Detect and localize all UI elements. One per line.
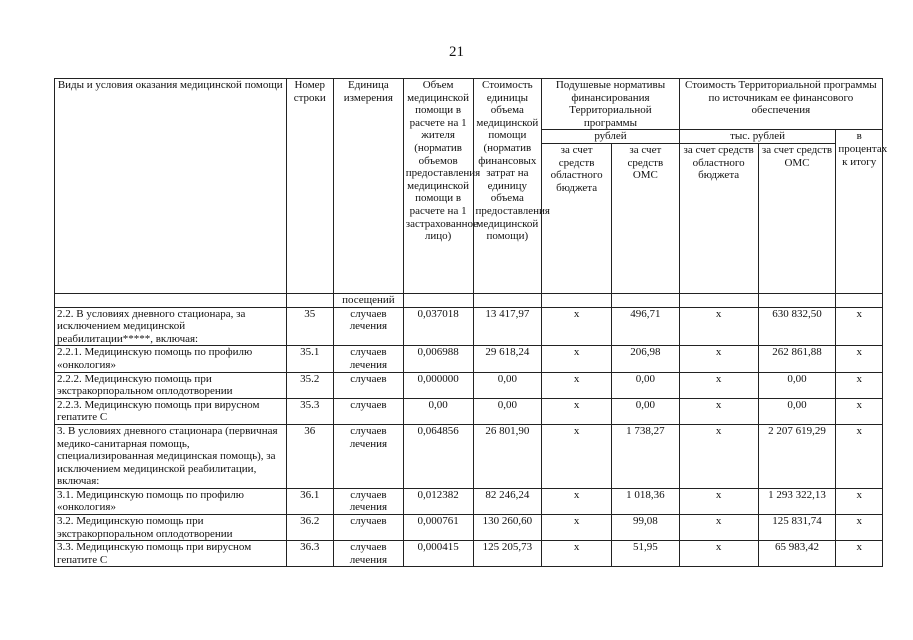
header-thousand-rubles: тыс. рублей: [679, 130, 836, 144]
header-pc-budget: за счет средств областного бюджета: [542, 143, 612, 293]
header-tp-budget: за счет средств областного бюджета: [679, 143, 758, 293]
row-percapita-budget-cell: х: [542, 424, 612, 488]
row-percapita-budget-cell: х: [542, 346, 612, 372]
table-row: [55, 346, 883, 372]
row-program-oms-cell: 2 207 619,29: [758, 424, 836, 488]
row-kind-cell: 3.1. Медицинскую помощь по профилю «онкология»: [55, 488, 287, 514]
row-program-budget-cell: х: [679, 541, 758, 567]
row-volume-cell: 0,012382: [403, 488, 473, 514]
row-cost-cell: 0,00: [473, 398, 542, 424]
row-percent-cell: х: [836, 488, 883, 514]
table-row: [55, 424, 883, 488]
row-cost-cell: 13 417,97: [473, 307, 542, 346]
row-unit-cell: случаев: [334, 372, 404, 398]
row-number-cell: 35.3: [286, 398, 334, 424]
row-number-cell: 36: [286, 424, 334, 488]
row-percapita-oms-cell: 496,71: [611, 307, 679, 346]
row-program-budget-cell: х: [679, 346, 758, 372]
row-percent-cell: х: [836, 372, 883, 398]
row-kind-cell: 3. В условиях дневного стационара (первичная медико-санитарная помощь, специализированная медицинская помощь), за исключением медицинской реабилитации, включая:: [55, 424, 287, 488]
row-unit-cell: случаев лечения: [334, 307, 404, 346]
row-program-oms-cell: 0,00: [758, 372, 836, 398]
row-program-oms-cell: 0,00: [758, 398, 836, 424]
row-program-budget-cell: х: [679, 515, 758, 541]
row-percapita-budget-cell: х: [542, 398, 612, 424]
row-percent-cell: х: [836, 307, 883, 346]
table-row: [55, 488, 883, 514]
row-volume-cell: 0,037018: [403, 307, 473, 346]
row-percent-cell: х: [836, 398, 883, 424]
header-kind: Виды и условия оказания медицинской помощи: [55, 79, 287, 294]
table-row: [55, 372, 883, 398]
row-program-budget-cell: х: [679, 307, 758, 346]
row-number-cell: 36.3: [286, 541, 334, 567]
header-tp-oms: за счет средств ОМС: [758, 143, 836, 293]
row-program-oms-cell: 125 831,74: [758, 515, 836, 541]
row-percapita-oms-cell: 51,95: [611, 541, 679, 567]
row-kind-cell: 2.2.1. Медицинскую помощь по профилю «онкология»: [55, 346, 287, 372]
header-rubles: рублей: [542, 130, 679, 144]
row-program-oms-cell: 65 983,42: [758, 541, 836, 567]
row-cost-cell: 29 618,24: [473, 346, 542, 372]
row-number-cell: 35.1: [286, 346, 334, 372]
row-cost-cell: 26 801,90: [473, 424, 542, 488]
row-cost-cell: 125 205,73: [473, 541, 542, 567]
row-program-oms-cell: 630 832,50: [758, 307, 836, 346]
row-percapita-budget-cell: х: [542, 541, 612, 567]
table-row: [55, 541, 883, 567]
row-percapita-oms-cell: 1 738,27: [611, 424, 679, 488]
row-percapita-budget-cell: х: [542, 488, 612, 514]
row-percent-cell: х: [836, 346, 883, 372]
header-volume: Объем медицинской помощи в расчете на 1 жителя (норматив объемов предоставления медицинской помощи в расчете на 1 застрахованное лицо): [403, 79, 473, 294]
row-program-budget-cell: х: [679, 424, 758, 488]
row-number-cell: 35.2: [286, 372, 334, 398]
row-unit-cell: случаев лечения: [334, 488, 404, 514]
header-program-cost-group: Стоимость Территориальной программы по источникам ее финансового обеспечения: [679, 79, 882, 130]
row-kind-cell: 3.2. Медицинскую помощь при экстракорпоральном оплодотворении: [55, 515, 287, 541]
page-number: 21: [449, 44, 464, 60]
table-row: [55, 398, 883, 424]
row-volume-cell: 0,000761: [403, 515, 473, 541]
row-percapita-oms-cell: 1 018,36: [611, 488, 679, 514]
row-percapita-oms-cell: 0,00: [611, 398, 679, 424]
header-percent: в процентах к итогу: [836, 130, 883, 294]
row-unit-cell: случаев лечения: [334, 424, 404, 488]
row-unit-cell: случаев: [334, 398, 404, 424]
row-number-cell: 36.1: [286, 488, 334, 514]
row-unit-cell: случаев лечения: [334, 541, 404, 567]
row-program-budget-cell: х: [679, 488, 758, 514]
row-percapita-oms-cell: 206,98: [611, 346, 679, 372]
header-row-no: Номер строки: [286, 79, 334, 294]
row-volume-cell: 0,064856: [403, 424, 473, 488]
row-percent-cell: х: [836, 424, 883, 488]
row-kind-cell: 2.2.3. Медицинскую помощь при вирусном гепатите С: [55, 398, 287, 424]
row-unit-cell: случаев: [334, 515, 404, 541]
row-program-oms-cell: 262 861,88: [758, 346, 836, 372]
row-percapita-oms-cell: 99,08: [611, 515, 679, 541]
row-cost-cell: 130 260,60: [473, 515, 542, 541]
row-kind-cell: 2.2.2. Медицинскую помощь при экстракорпоральном оплодотворении: [55, 372, 287, 398]
table-row: [55, 293, 883, 307]
row-volume-cell: 0,000415: [403, 541, 473, 567]
row-program-oms-cell: 1 293 322,13: [758, 488, 836, 514]
financing-table: [54, 78, 888, 567]
row-kind-cell: 3.3. Медицинскую помощь при вирусном гепатите С: [55, 541, 287, 567]
header-pc-oms: за счет средств ОМС: [611, 143, 679, 293]
header-unit: Единица измерения: [334, 79, 404, 294]
row-cost-cell: 0,00: [473, 372, 542, 398]
row-percapita-budget-cell: х: [542, 307, 612, 346]
row-unit-cell: случаев лечения: [334, 346, 404, 372]
row-program-budget-cell: х: [679, 372, 758, 398]
row-volume-cell: 0,006988: [403, 346, 473, 372]
table-row: [55, 515, 883, 541]
header-percapita-group: Подушевые нормативы финансирования Территориальной программы: [542, 79, 679, 130]
header-cost: Стоимость единицы объема медицинской помощи (норматив финансовых затрат на единицу объема предоставления медицинской помощи): [473, 79, 542, 294]
unit-carry-cell: посещений: [334, 293, 404, 307]
row-percent-cell: х: [836, 515, 883, 541]
row-volume-cell: 0,000000: [403, 372, 473, 398]
row-volume-cell: 0,00: [403, 398, 473, 424]
row-percent-cell: х: [836, 541, 883, 567]
table-row: [55, 307, 883, 346]
row-percapita-oms-cell: 0,00: [611, 372, 679, 398]
row-kind-cell: 2.2. В условиях дневного стационара, за исключением медицинской реабилитации*****, включая:: [55, 307, 287, 346]
row-percapita-budget-cell: х: [542, 515, 612, 541]
row-number-cell: 36.2: [286, 515, 334, 541]
row-percapita-budget-cell: х: [542, 372, 612, 398]
row-cost-cell: 82 246,24: [473, 488, 542, 514]
row-program-budget-cell: х: [679, 398, 758, 424]
row-number-cell: 35: [286, 307, 334, 346]
